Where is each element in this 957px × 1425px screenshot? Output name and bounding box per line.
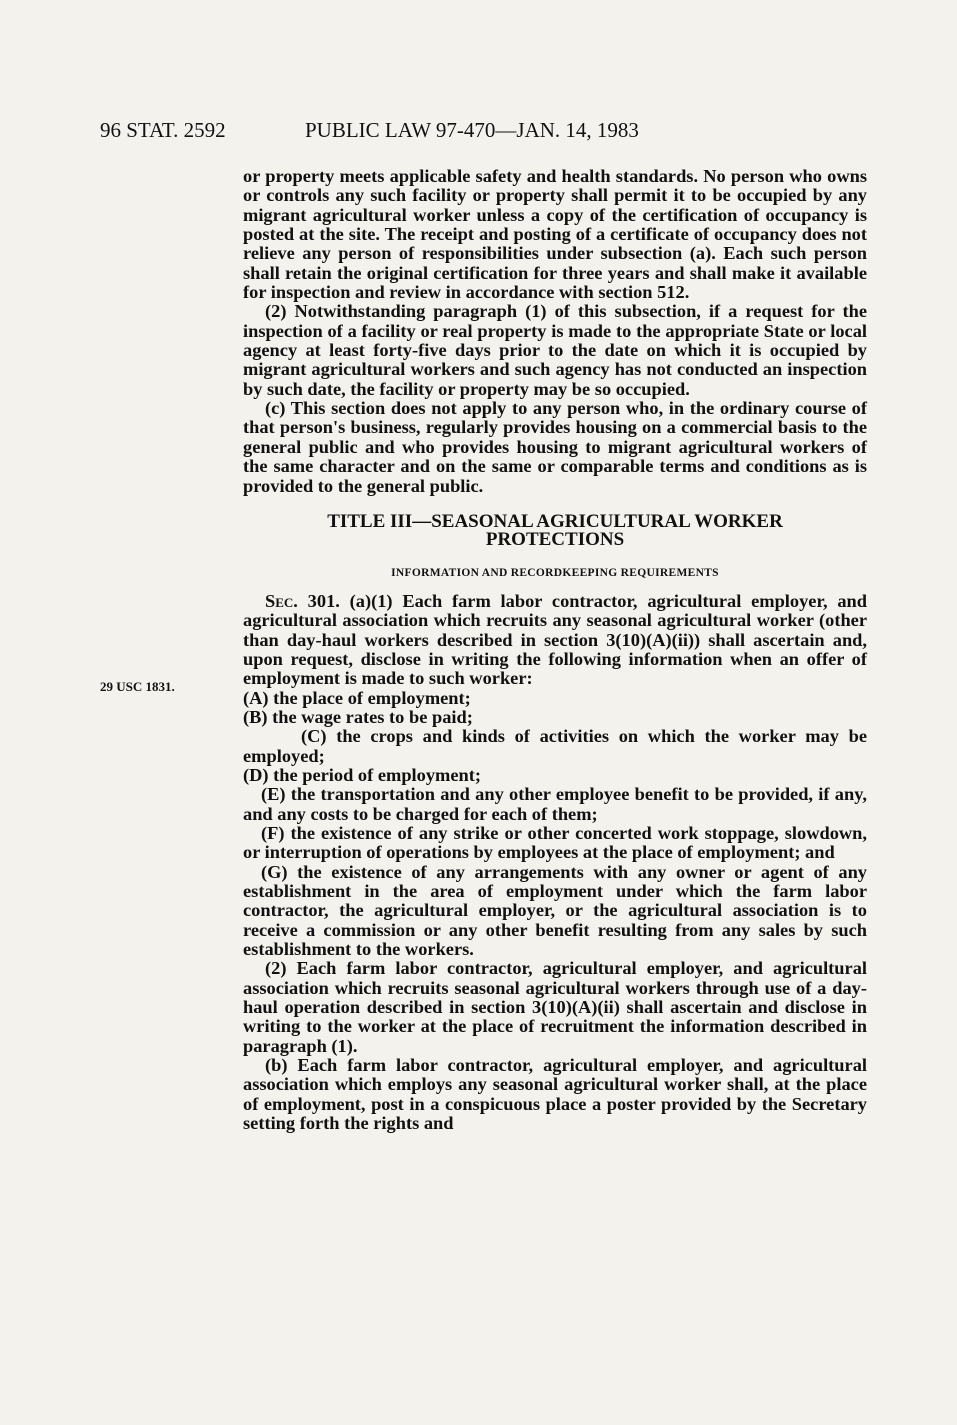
paragraph-c: (c) This section does not apply to any person who, in the ordinary course of that person's business, regularly provides housing on a commercial basis to the general public and who provides housing to migrant agricultural workers of the same character and on the same or comparable terms and conditions as is provided to the general public.: [243, 398, 867, 496]
list-item-c: (C) the crops and kinds of activities on which the worker may be employed;: [243, 726, 867, 766]
body-text: [243, 167, 867, 1133]
list-item-b: (B) the wage rates to be paid;: [243, 706, 473, 727]
paragraph-continuation: or property meets applicable safety and health standards. No person who owns or controls any such facility or property shall permit it to be occupied by any migrant agricultural worker unless a copy of the certification of occupancy is posted at the site. The receipt and posting of a certificate of occupancy does not relieve any person of responsibilities under subsection (a). Each such person shall retain the original certification for three years and shall make it available for inspection and review in accordance with section 512.: [243, 166, 867, 303]
title-heading-line1: TITLE III—SEASONAL AGRICULTURAL WORKER: [327, 510, 783, 532]
section-301-a1: [243, 592, 867, 689]
list-item-e: (E) the transportation and any other employee benefit to be provided, if any, and any costs to be charged for each of them;: [243, 784, 867, 824]
list-item-f: (F) the existence of any strike or other concerted work stoppage, slowdown, or interruption of operations by employees at the place of employment; and: [243, 822, 867, 863]
section-label: Sec. 301.: [265, 590, 340, 611]
title-heading-line2: PROTECTIONS: [485, 528, 625, 550]
list-item-d: (D) the period of employment;: [243, 764, 482, 785]
margin-note-usc: 29 USC 1831.: [100, 679, 175, 694]
paragraph-a2: (2) Each farm labor contractor, agricultural employer, and agricultural association which recruits seasonal agricultural workers through use of a day-haul operation described in section 3(10)(A)(ii) shall ascertain and disclose in writing to the worker at the place of recruitment the information described in paragraph (1).: [243, 958, 867, 1056]
page-header: [100, 118, 860, 148]
running-title: PUBLIC LAW 97-470—JAN. 14, 1983: [305, 118, 639, 142]
list-item-a: (A) the place of employment;: [243, 687, 471, 708]
section-subheading: INFORMATION AND RECORDKEEPING REQUIREMENTS: [391, 566, 719, 579]
title-heading: [243, 510, 867, 550]
list-item-g: (G) the existence of any arrangements with any owner or agent of any establishment in the area of employment under which the farm labor contractor, the agricultural employer, or the agricultural association is to receive a commission or any other benefit resulting from any sales by such establishment to the workers.: [243, 861, 867, 960]
statute-page-number: 96 STAT. 2592: [100, 118, 226, 142]
paragraph-b2: (2) Notwithstanding paragraph (1) of this subsection, if a request for the inspection of a facility or real property is made to the appropriate State or local agency at least forty-five days prior to the date on which it is occupied by migrant agricultural workers and such agency has not conducted an inspection by such date, the facility or property may be so occupied.: [243, 301, 867, 399]
section-301-a1-text: (a)(1) Each farm labor contractor, agricultural employer, and agricultural association which recruits any seasonal agricultural worker (other than day-haul workers described in section 3(10)(A)(ii)) shall ascertain and, upon request, disclose in writing the following information when an offer of employment is made to such worker:: [243, 590, 867, 689]
paragraph-b: (b) Each farm labor contractor, agricultural employer, and agricultural association which employs any seasonal agricultural worker shall, at the place of employment, post in a conspicuous place a poster provided by the Secretary setting forth the rights and: [243, 1055, 867, 1134]
